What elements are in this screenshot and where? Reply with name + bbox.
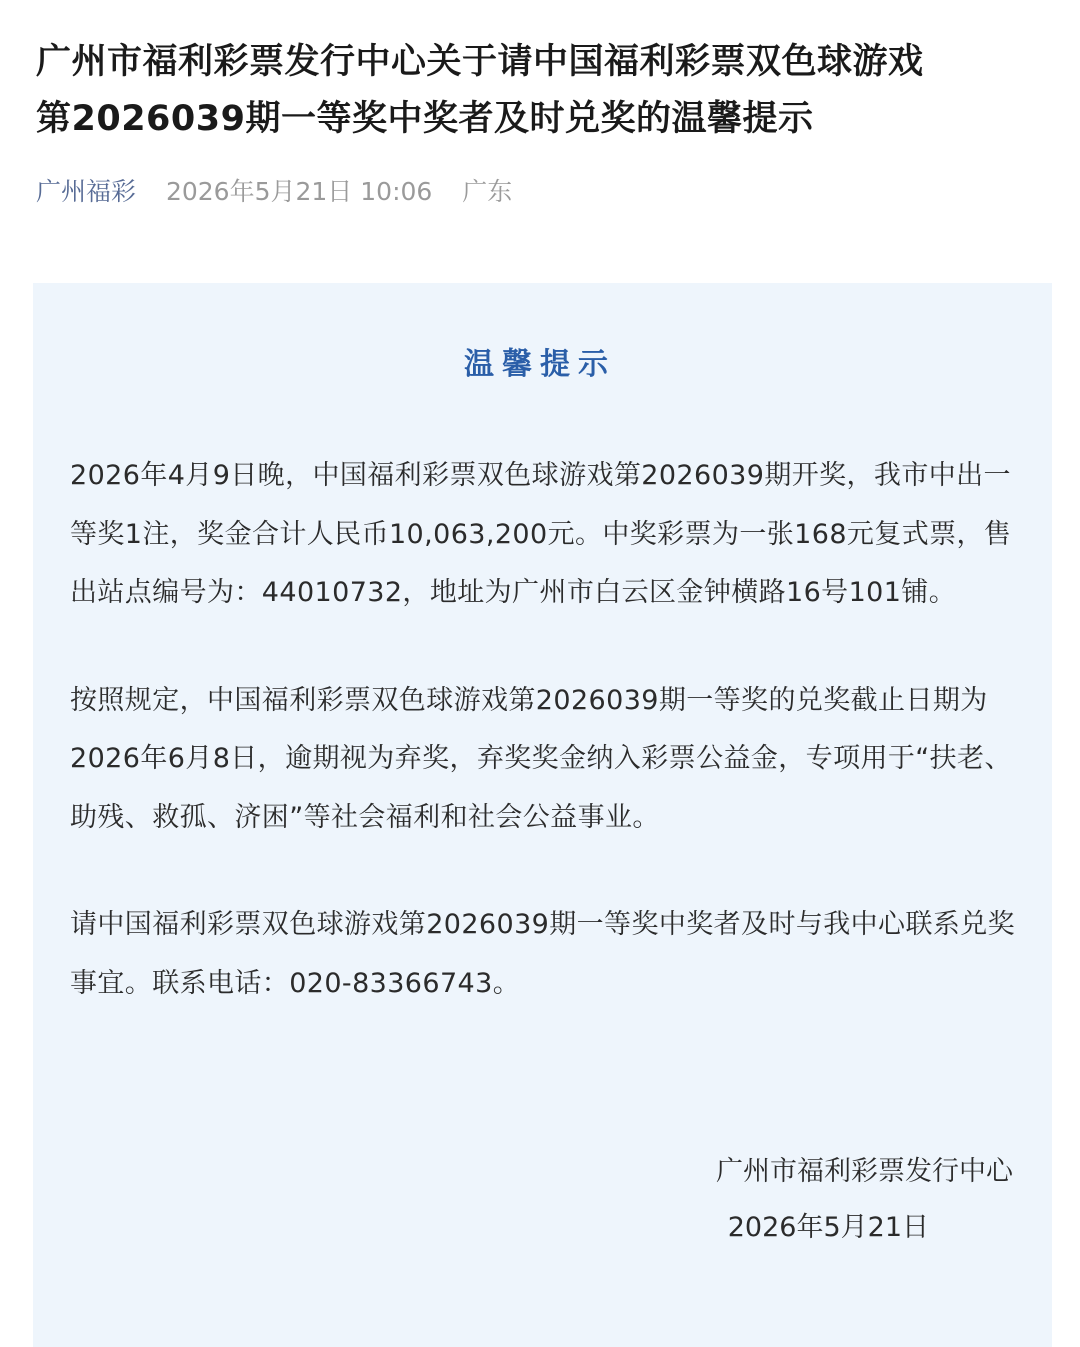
account-name-link[interactable]: 广州福彩 bbox=[36, 177, 137, 206]
notice-body bbox=[70, 447, 1020, 1062]
signature-organization: 广州市福利彩票发行中心 bbox=[716, 1156, 1013, 1187]
article-title-line-1: 广州市福利彩票发行中心关于请中国福利彩票双色球游戏 bbox=[36, 42, 924, 82]
signature-block bbox=[716, 1144, 1013, 1256]
notice-heading: 温馨提示 bbox=[464, 347, 616, 382]
signature-date: 2026年5月21日 bbox=[727, 1212, 929, 1243]
article-title bbox=[36, 34, 1056, 148]
publish-time: 2026年5月21日 10:06 bbox=[165, 177, 433, 206]
publish-location: 广东 bbox=[462, 177, 513, 206]
notice-paragraph: 请中国福利彩票双色球游戏第2026039期一等奖中奖者及时与我中心联系兑奖事宜。联系电话：020-83366743。 bbox=[70, 909, 1016, 999]
notice-paragraph: 2026年4月9日晚，中国福利彩票双色球游戏第2026039期开奖，我市中出一等奖1注，奖金合计人民币10,063,200元。中奖彩票为一张168元复式票，售出站点编号为：44010732，地址为广州市白云区金钟横路16号101铺。 bbox=[70, 460, 1012, 608]
article-title-line-2: 第2026039期一等奖中奖者及时兑奖的温馨提示 bbox=[36, 99, 814, 139]
article-header bbox=[36, 34, 1056, 210]
article-meta bbox=[36, 174, 1056, 210]
notice-paragraph: 按照规定，中国福利彩票双色球游戏第2026039期一等奖的兑奖截止日期为2026年6月8日，逾期视为弃奖，弃奖奖金纳入彩票公益金，专项用于“扶老、助残、救孤、济困”等社会福利和社会公益事业。 bbox=[70, 684, 1012, 833]
